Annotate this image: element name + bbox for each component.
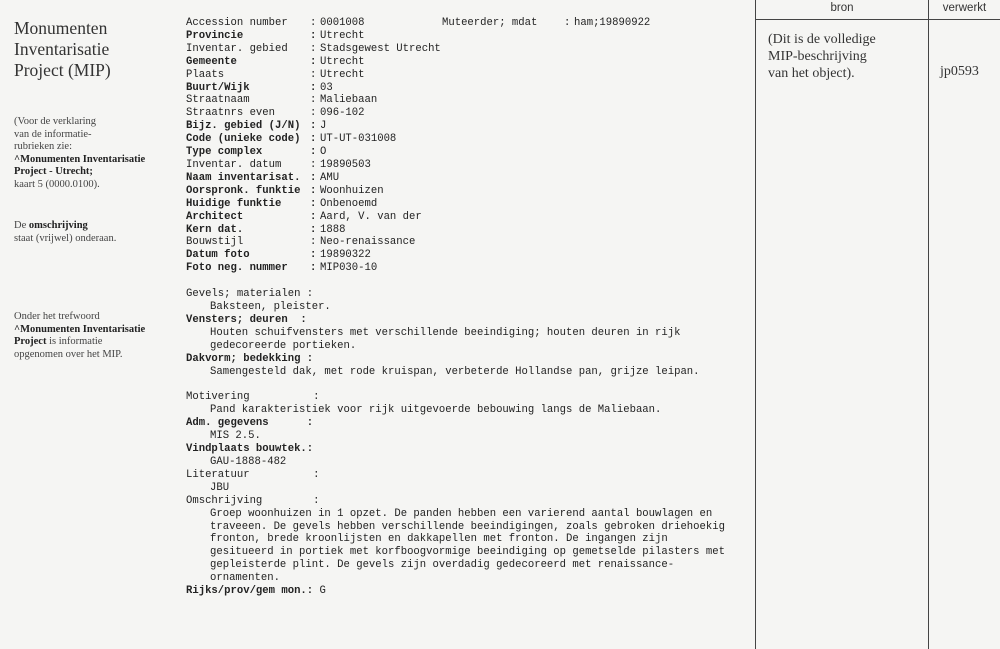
mutation-value: ham;19890922 [574, 17, 651, 29]
field-value: Utrecht [320, 55, 365, 68]
field-value: Aard, V. van der [320, 210, 422, 223]
note-line: staat (vrijwel) onderaan. [14, 232, 117, 244]
bron-line: van het object). [768, 66, 855, 81]
note-text: De [14, 220, 29, 231]
field-label: Gemeente [186, 55, 237, 68]
field-row: Datum foto : 19890322 [186, 249, 371, 262]
note-bold-reference: ^Monumenten Inventarisatie [14, 153, 146, 165]
field-value: Utrecht [320, 68, 365, 81]
field-row: Kern dat. : 1888 [186, 223, 346, 236]
motivering-label: Motivering : [186, 391, 320, 404]
left-margin [14, 18, 169, 360]
field-value: 0001008 [320, 17, 365, 29]
field-row: Bouwstijl : Neo-renaissance [186, 236, 416, 249]
bron-line: (Dit is de volledige [768, 32, 876, 47]
rijks-value: G [319, 585, 326, 598]
literatuur-label: Literatuur : [186, 468, 320, 481]
verwerkt-header: verwerkt [942, 2, 987, 14]
field-label: Buurt/Wijk [186, 81, 250, 94]
field-value: 096-102 [320, 107, 365, 120]
mutation-label: Muteerder; mdat [442, 17, 538, 29]
field-label: Huidige funktie [186, 197, 282, 210]
omschrijving-text: Groep woonhuizen in 1 opzet. De panden hebben een varierend aantal bouwlagen en traveeen. De gevels hebben verschillende beeindigingen, zoals gebroken driehoekig fronton, brede kroonlijsten en dakkapellen met fronton. De ingangen zijn gesitueerd in portiek met korfboogvormige beeindiging op gemetselde pilasters met gepleisterde plint. De gevels zijn overdadig gedecoreerd met renaissance-ornamenten. [210, 507, 732, 585]
note-line: Onder het trefwoord [14, 311, 100, 322]
field-label: Straatnaam [186, 94, 250, 107]
note-bold-reference: ^Monumenten Inventarisatie [14, 323, 146, 335]
field-row: Inventar. gebied : Stadsgewest Utrecht [186, 42, 441, 55]
note-line: kaart 5 (0000.0100). [14, 178, 100, 190]
field-value: 1888 [320, 223, 346, 236]
mip-title-line: Monumenten [14, 18, 108, 38]
field-label: Provincie [186, 29, 244, 42]
adm-text: MIS 2.5. [210, 430, 261, 443]
field-value: 19890503 [320, 158, 371, 171]
table-divider [755, 0, 756, 649]
omschrijving-label: Omschrijving : [186, 494, 320, 507]
field-label: Bijz. gebied (J/N) [186, 120, 301, 133]
dakvorm-label: Dakvorm; bedekking : [186, 352, 314, 365]
field-row: Bijz. gebied (J/N) : J [186, 120, 327, 133]
field-label: Straatnrs even [186, 107, 276, 120]
note-line: opgenomen over het MIP. [14, 348, 123, 360]
field-value: 19890322 [320, 249, 371, 262]
field-value: O [320, 146, 327, 159]
description-location-note [14, 220, 174, 245]
note-bold-keyword: omschrijving [28, 220, 88, 231]
field-label: Type complex [186, 146, 263, 159]
field-row: Straatnaam : Maliebaan [186, 94, 378, 107]
field-label: Inventar. gebied [186, 42, 288, 55]
gevels-label: Gevels; materialen : [186, 288, 314, 301]
bron-line: MIP-beschrijving [768, 49, 867, 64]
note-line: van de informatie- [14, 128, 92, 140]
note-line: rubrieken zie: [14, 141, 73, 152]
field-label: Foto neg. nummer [186, 262, 288, 275]
field-value: 03 [320, 81, 333, 94]
field-row: Huidige funktie : Onbenoemd [186, 197, 378, 210]
field-label: Oorspronk. funktie [186, 184, 301, 197]
field-value: Stadsgewest Utrecht [320, 42, 441, 55]
mip-title-line: Project (MIP) [14, 60, 111, 80]
field-label: Naam inventarisat. [186, 171, 301, 184]
field-label: Datum foto [186, 249, 250, 262]
field-value: Neo-renaissance [320, 236, 416, 249]
motivering-text: Pand karakteristiek voor rijk uitgevoerde bebouwing langs de Maliebaan. [210, 404, 662, 417]
info-explanation-note [14, 116, 174, 191]
vindplaats-text: GAU-1888-482 [210, 456, 287, 468]
table-header-rule [755, 19, 1000, 20]
field-value: Woonhuizen [320, 184, 384, 197]
field-label: Inventar. datum [186, 158, 282, 171]
field-row: Oorspronk. funktie : Woonhuizen [186, 184, 384, 197]
field-label: Architect [186, 210, 244, 223]
field-row: Foto neg. nummer : MIP030-10 [186, 262, 378, 275]
verwerkt-cell: jp0593 [940, 64, 979, 79]
bron-header: bron [830, 2, 854, 14]
keyword-note [14, 311, 174, 361]
mip-title [14, 18, 169, 81]
adm-label: Adm. gegevens : [186, 417, 314, 430]
field-value: AMU [320, 171, 340, 184]
monument-record [186, 17, 746, 598]
field-value: Maliebaan [320, 94, 378, 107]
field-row: Inventar. datum : 19890503 [186, 158, 371, 171]
mip-title-line: Inventarisatie [14, 39, 110, 59]
field-value: MIP030-10 [320, 262, 378, 275]
note-bold-reference: Project - Utrecht; [14, 166, 93, 177]
note-text: is informatie [46, 336, 103, 347]
field-value: Utrecht [320, 29, 365, 42]
field-row: Gemeente : Utrecht [186, 55, 365, 68]
field-row: Code (unieke code) : UT-UT-031008 [186, 133, 397, 146]
note-bold-reference: Project [14, 336, 47, 347]
rijks-row [186, 585, 746, 598]
field-row: Straatnrs even : 096-102 [186, 107, 365, 120]
field-label: Bouwstijl [186, 236, 244, 249]
field-row: Plaats : Utrecht [186, 68, 365, 81]
field-label: Kern dat. [186, 223, 244, 236]
vindplaats-label: Vindplaats bouwtek.: [186, 443, 314, 456]
field-value: UT-UT-031008 [320, 133, 397, 146]
dakvorm-text: Samengesteld dak, met rode kruispan, verbeterde Hollandse pan, grijze leipan. [210, 365, 700, 378]
field-row: Accession number : 0001008 Muteerder; mdat : ham;19890922 [186, 17, 651, 29]
field-row: Naam inventarisat. : AMU [186, 171, 340, 184]
field-label: Accession number [186, 17, 288, 29]
gevels-text: Baksteen, pleister. [210, 301, 331, 314]
field-row: Buurt/Wijk : 03 [186, 81, 333, 94]
field-row: Architect : Aard, V. van der [186, 210, 422, 223]
field-value: Onbenoemd [320, 197, 378, 210]
field-label: Plaats [186, 68, 225, 81]
table-divider [928, 0, 929, 649]
bron-cell [768, 31, 923, 82]
field-row: Type complex : O [186, 146, 327, 159]
note-line: (Voor de verklaring [14, 116, 97, 127]
field-value: J [320, 120, 327, 133]
field-label: Code (unieke code) [186, 133, 301, 146]
vensters-text: Houten schuifvensters met verschillende beeindiging; houten deuren in rijk gedecoreerde portieken. [210, 326, 687, 352]
vensters-label: Vensters; deuren : [186, 313, 307, 326]
literatuur-text: JBU [210, 481, 230, 494]
rijks-label: Rijks/prov/gem mon.: [186, 585, 314, 598]
field-row: Provincie : Utrecht [186, 29, 365, 42]
